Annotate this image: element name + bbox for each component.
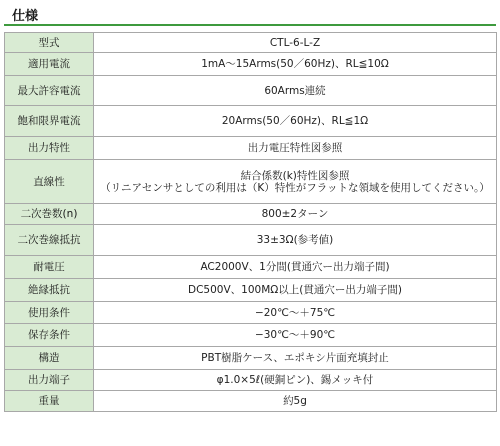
row-label: 保存条件 xyxy=(5,324,94,347)
row-value: 1mA〜15Arms(50／60Hz)、RL≦10Ω xyxy=(94,53,497,76)
row-label: 飽和限界電流 xyxy=(5,106,94,137)
row-value-note: （リニアセンサとしての利用は（K）特性がフラットな領域を使用してください。） xyxy=(100,181,490,194)
row-value-line: 結合係数(k)特性図参照 xyxy=(240,169,350,182)
row-label: 型式 xyxy=(5,33,94,53)
row-value: 20Arms(50／60Hz)、RL≦1Ω xyxy=(94,106,497,137)
row-value: −20℃〜＋75℃ xyxy=(94,302,497,324)
row-label: 使用条件 xyxy=(5,302,94,324)
row-label: 二次巻数(n) xyxy=(5,204,94,225)
heading-underline xyxy=(4,24,496,26)
row-label: 適用電流 xyxy=(5,53,94,76)
section-heading xyxy=(4,4,496,24)
row-value xyxy=(94,160,497,204)
row-value: 出力電圧特性図参照 xyxy=(94,137,497,160)
row-label: 直線性 xyxy=(5,160,94,204)
row-value: PBT樹脂ケース、エポキシ片面充填封止 xyxy=(94,347,497,370)
row-value: 約5g xyxy=(94,391,497,412)
row-label: 重量 xyxy=(5,391,94,412)
row-value: 33±3Ω(参考値) xyxy=(94,225,497,256)
row-label: 絶縁抵抗 xyxy=(5,279,94,302)
row-label: 出力端子 xyxy=(5,370,94,391)
row-label: 構造 xyxy=(5,347,94,370)
row-value: CTL-6-L-Z xyxy=(94,33,497,53)
table-row xyxy=(5,347,497,370)
row-value: DC500V、100MΩ以上(貫通穴ー出力端子間) xyxy=(94,279,497,302)
spec-table xyxy=(4,32,497,412)
row-label: 二次巻線抵抗 xyxy=(5,225,94,256)
table-row xyxy=(5,302,497,324)
row-value: −30℃〜＋90℃ xyxy=(94,324,497,347)
table-row xyxy=(5,76,497,106)
table-row xyxy=(5,53,497,76)
table-row xyxy=(5,370,497,391)
table-row xyxy=(5,256,497,279)
row-value: 60Arms連続 xyxy=(94,76,497,106)
row-value: 800±2ターン xyxy=(94,204,497,225)
row-label: 耐電圧 xyxy=(5,256,94,279)
table-row xyxy=(5,160,497,204)
table-row xyxy=(5,106,497,137)
table-row xyxy=(5,137,497,160)
table-row xyxy=(5,324,497,347)
row-value: φ1.0×5ℓ(硬銅ピン)、錫メッキ付 xyxy=(94,370,497,391)
row-label: 最大許容電流 xyxy=(5,76,94,106)
table-row xyxy=(5,279,497,302)
table-row xyxy=(5,391,497,412)
table-row xyxy=(5,225,497,256)
section-title: 仕様 xyxy=(12,9,39,24)
table-row xyxy=(5,33,497,53)
row-label: 出力特性 xyxy=(5,137,94,160)
table-row xyxy=(5,204,497,225)
row-value: AC2000V、1分間(貫通穴ー出力端子間) xyxy=(94,256,497,279)
